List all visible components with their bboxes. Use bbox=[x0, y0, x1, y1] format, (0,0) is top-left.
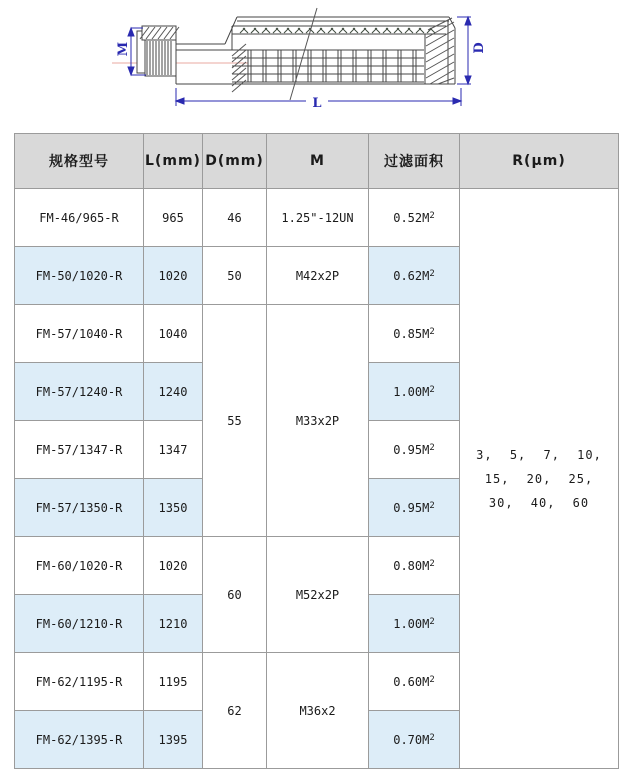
diameter-cell: 46 bbox=[203, 189, 267, 247]
dimension-label-d: D bbox=[472, 42, 487, 54]
model-cell: FM-62/1195-R bbox=[15, 653, 144, 711]
filter-element-drawing-svg bbox=[0, 0, 634, 130]
area-cell: $1.00M^2$ bbox=[369, 363, 460, 421]
header-model: 规格型号 bbox=[15, 134, 144, 189]
area-exponent: 2 bbox=[429, 326, 435, 337]
area-exponent: 2 bbox=[429, 616, 435, 627]
spec-table bbox=[14, 133, 619, 769]
length-cell: 1350 bbox=[144, 479, 203, 537]
area-exponent: 2 bbox=[429, 732, 435, 743]
thread-cell: M36x2 bbox=[267, 653, 369, 769]
diameter-cell: 55 bbox=[203, 305, 267, 537]
length-cell: 1395 bbox=[144, 711, 203, 769]
model-cell: FM-57/1347-R bbox=[15, 421, 144, 479]
perforation-marks bbox=[240, 28, 435, 33]
length-cell: 1210 bbox=[144, 595, 203, 653]
header-thread: M bbox=[267, 134, 369, 189]
diameter-cell: 60 bbox=[203, 537, 267, 653]
area-cell: $0.95M^2$ bbox=[369, 421, 460, 479]
area-exponent: 2 bbox=[429, 500, 435, 511]
thread-cell: 1.25"-12UN bbox=[267, 189, 369, 247]
micron-line: 3, 5, 7, 10, bbox=[476, 447, 602, 462]
mesh-grid bbox=[232, 50, 424, 82]
model-cell: FM-50/1020-R bbox=[15, 247, 144, 305]
micron-cell bbox=[460, 189, 619, 769]
length-cell: 1195 bbox=[144, 653, 203, 711]
mesh-left-hatch bbox=[232, 44, 246, 92]
area-cell: $0.62M^2$ bbox=[369, 247, 460, 305]
area-exponent: 2 bbox=[429, 674, 435, 685]
thread-cell: M42x2P bbox=[267, 247, 369, 305]
area-cell: $0.85M^2$ bbox=[369, 305, 460, 363]
area-exponent: 2 bbox=[429, 442, 435, 453]
area-cell: $0.95M^2$ bbox=[369, 479, 460, 537]
header-length: L(mm) bbox=[144, 134, 203, 189]
model-cell: FM-60/1020-R bbox=[15, 537, 144, 595]
area-exponent: 2 bbox=[429, 210, 435, 221]
area-cell: $1.00M^2$ bbox=[369, 595, 460, 653]
model-cell: FM-57/1350-R bbox=[15, 479, 144, 537]
length-cell: 1020 bbox=[144, 537, 203, 595]
model-cell: FM-46/965-R bbox=[15, 189, 144, 247]
micron-line: 15, 20, 25, bbox=[484, 471, 594, 486]
model-cell: FM-60/1210-R bbox=[15, 595, 144, 653]
table-row bbox=[15, 189, 619, 247]
diameter-cell: 62 bbox=[203, 653, 267, 769]
header-row bbox=[15, 134, 619, 189]
dimension-lines bbox=[128, 17, 471, 106]
break-line bbox=[290, 8, 317, 100]
model-cell: FM-57/1240-R bbox=[15, 363, 144, 421]
area-cell: $0.70M^2$ bbox=[369, 711, 460, 769]
model-cell: FM-62/1395-R bbox=[15, 711, 144, 769]
dimension-label-l: L bbox=[312, 96, 322, 111]
area-exponent: 2 bbox=[429, 558, 435, 569]
dimension-label-m: M bbox=[116, 41, 131, 57]
diameter-cell: 50 bbox=[203, 247, 267, 305]
header-diameter: D(mm) bbox=[203, 134, 267, 189]
length-cell: 965 bbox=[144, 189, 203, 247]
length-cell: 1347 bbox=[144, 421, 203, 479]
spec-table-body bbox=[15, 189, 619, 769]
area-exponent: 2 bbox=[429, 268, 435, 279]
model-cell: FM-57/1040-R bbox=[15, 305, 144, 363]
length-cell: 1020 bbox=[144, 247, 203, 305]
thread-cell: M52x2P bbox=[267, 537, 369, 653]
thread-cell: M33x2P bbox=[267, 305, 369, 537]
area-cell: $0.60M^2$ bbox=[369, 653, 460, 711]
header-micron: R(μm) bbox=[460, 134, 619, 189]
area-cell: $0.80M^2$ bbox=[369, 537, 460, 595]
filter-element-diagram bbox=[0, 0, 634, 130]
length-cell: 1240 bbox=[144, 363, 203, 421]
area-cell: $0.52M^2$ bbox=[369, 189, 460, 247]
length-cell: 1040 bbox=[144, 305, 203, 363]
area-exponent: 2 bbox=[429, 384, 435, 395]
header-area: 过滤面积 bbox=[369, 134, 460, 189]
micron-line: 30, 40, 60 bbox=[488, 495, 590, 510]
